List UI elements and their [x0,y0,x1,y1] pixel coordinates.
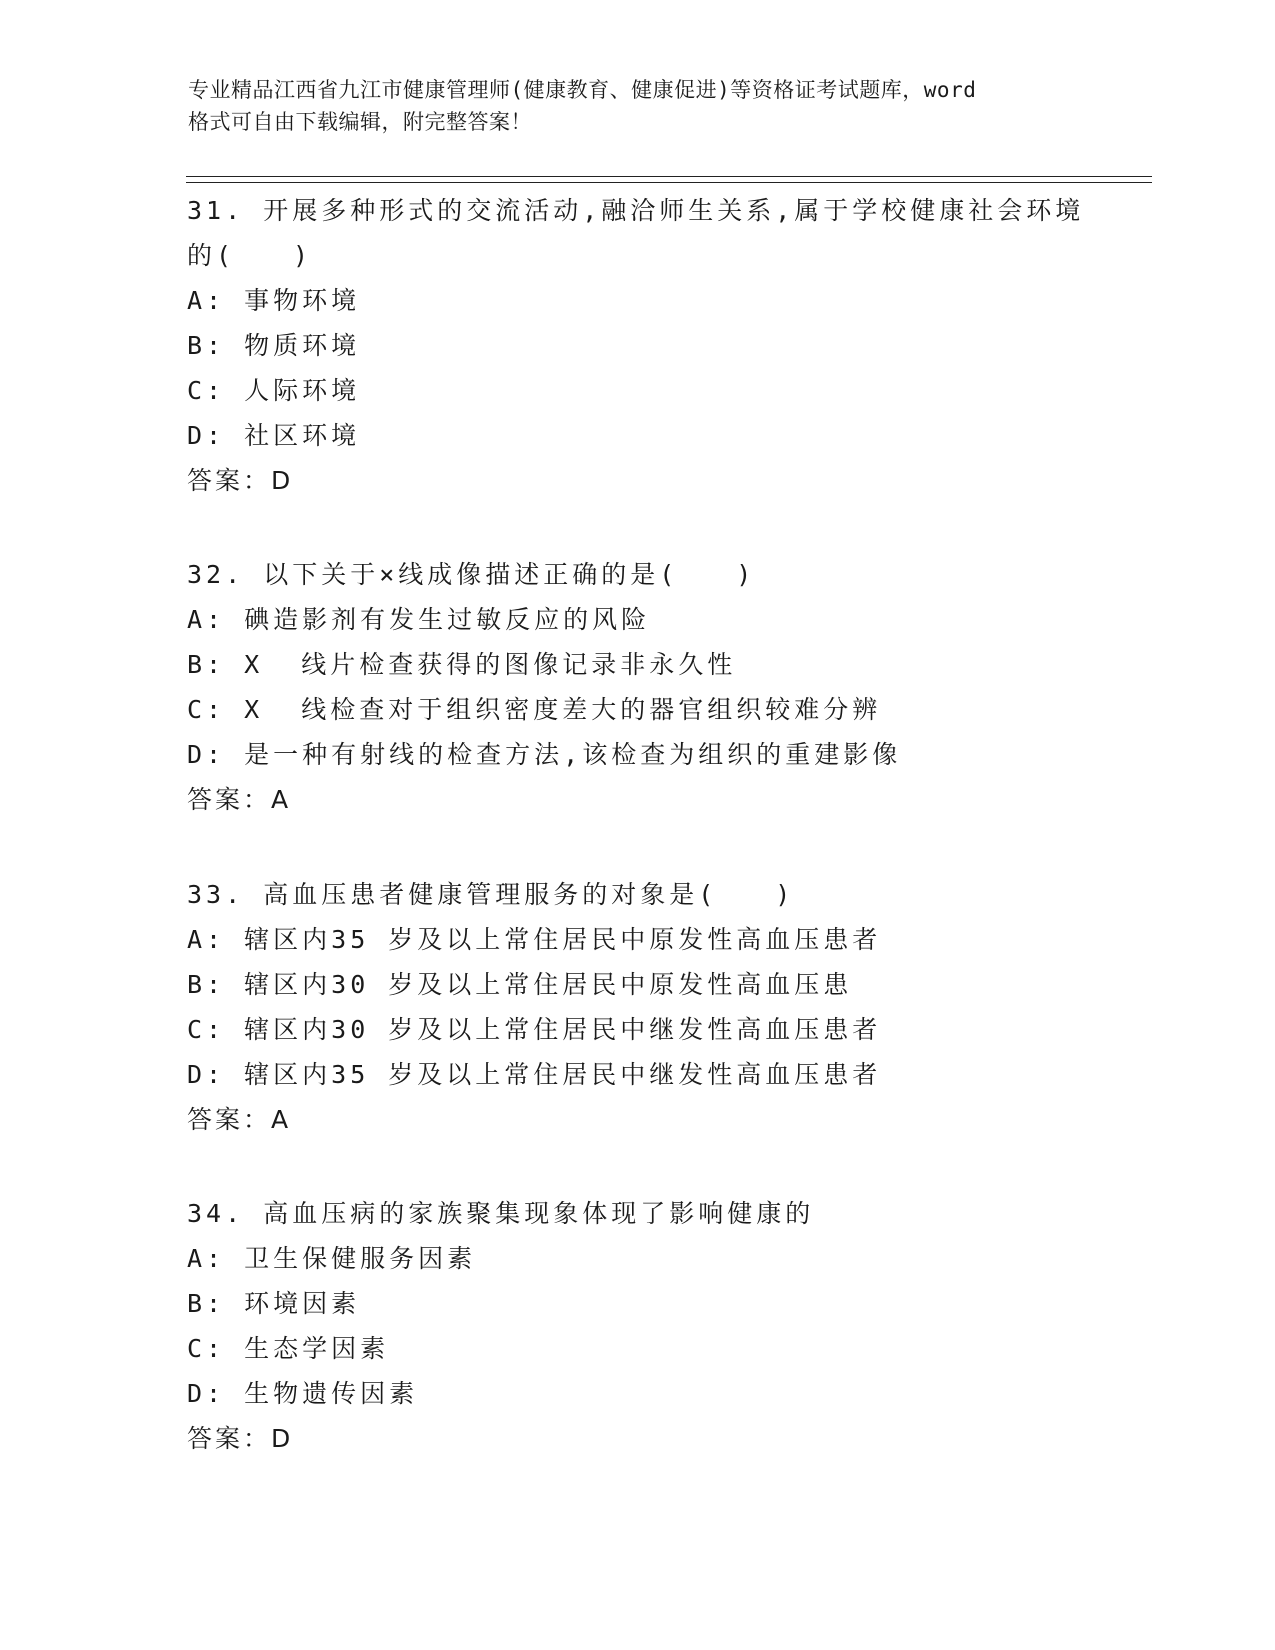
answer: 答案：D [187,1424,294,1453]
option-d: D: 社区环境 [187,421,361,450]
answer: 答案：A [187,785,292,814]
question-stem-continued: 的( ) [187,241,313,270]
question-stem: 33. 高血压患者健康管理服务的对象是( ) [187,880,795,909]
document-header [188,74,1088,138]
header-divider-top [186,176,1152,177]
answer: 答案：D [187,466,294,495]
option-d: D: 辖区内35 岁及以上常住居民中继发性高血压患者 [187,1060,882,1089]
option-a: A: 碘造影剂有发生过敏反应的风险 [187,605,651,634]
option-c: C: X 线检查对于组织密度差大的器官组织较难分辨 [187,695,882,724]
option-b: B: 辖区内30 岁及以上常住居民中原发性高血压患 [187,970,853,999]
header-line-1: 专业精品江西省九江市健康管理师(健康教育、健康促进)等资格证考试题库，word [188,78,977,102]
option-a: A: 卫生保健服务因素 [187,1244,477,1273]
answer: 答案：A [187,1105,292,1134]
question-32 [187,552,1087,822]
question-33 [187,872,1087,1142]
question-31 [187,188,1087,503]
question-stem: 32. 以下关于×线成像描述正确的是( ) [187,560,756,589]
option-b: B: X 线片检查获得的图像记录非永久性 [187,650,737,679]
option-a: A: 事物环境 [187,286,361,315]
option-b: B: 物质环境 [187,331,361,360]
question-34 [187,1191,1087,1461]
option-a: A: 辖区内35 岁及以上常住居民中原发性高血压患者 [187,925,882,954]
option-c: C: 生态学因素 [187,1334,390,1363]
header-divider-bottom [186,182,1152,183]
option-d: D: 生物遗传因素 [187,1379,419,1408]
option-c: C: 人际环境 [187,376,361,405]
option-b: B: 环境因素 [187,1289,361,1318]
question-stem: 34. 高血压病的家族聚集现象体现了影响健康的 [187,1199,815,1228]
option-c: C: 辖区内30 岁及以上常住居民中继发性高血压患者 [187,1015,882,1044]
question-stem: 31. 开展多种形式的交流活动,融洽师生关系,属于学校健康社会环境 [187,196,1085,225]
option-d: D: 是一种有射线的检查方法,该检查为组织的重建影像 [187,740,902,769]
header-line-2: 格式可自由下载编辑，附完整答案！ [188,110,532,134]
